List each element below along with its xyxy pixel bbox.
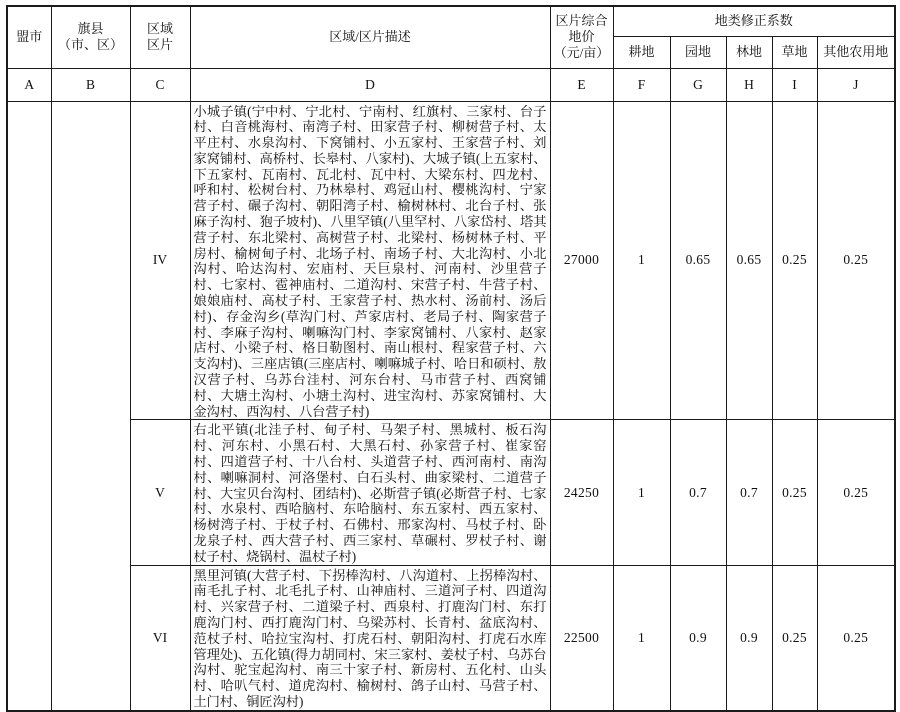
col-letter-c: C xyxy=(130,68,190,101)
land-price-table xyxy=(6,5,896,712)
cell-price: 22500 xyxy=(550,565,613,711)
cell-league-city-empty xyxy=(7,101,51,711)
cell-farmland-coeff: 1 xyxy=(613,565,670,711)
cell-zone: VI xyxy=(130,565,190,711)
header-banner-county xyxy=(51,6,130,68)
header-garden: 园地 xyxy=(670,36,726,68)
cell-zone-description: 小城子镇(宁中村、宁北村、宁南村、红旗村、三家村、台子村、白音桃海村、南湾子村、田家营子村、柳树营子村、太平庄村、水泉沟村、下窝铺村、小五家村、王家营子村、刘家窝铺村、高桥村、长皋村、八家村)、大城子镇(上五家村、下五家村、瓦南村、瓦北村、瓦中村、大梁东村、四龙村、呼和村、松树台村、乃林皋村、鸡冠山村、樱桃沟村、宁家营子村、碾子沟村、朝阳湾子村、榆树林村、北台子村、张麻子沟村、狍子坡村)、八里罕镇(八里罕村、八家岱村、塔其营子村、东北梁村、高树营子村、北梁村、杨树林子村、平房村、榆树甸子村、北场子村、南场子村、大北沟村、小北沟村、哈达沟村、宏庙村、天巨泉村、河南村、沙里营子村、七家村、雹神庙村、二道沟村、宋营子村、牛营子村、娘娘庙村、高杖子村、王家营子村、热水村、汤前村、汤后村)、存金沟乡(草沟门村、芦家店村、老局子村、陶家营子村、李麻子沟村、喇嘛沟门村、李家窝铺村、八家村、赵家店村、小梁子村、格日勒图村、南山根村、程家营子村、六支沟村)、三座店镇(三座店村、喇嘛城子村、哈日和硕村、敖汉营子村、乌苏台洼村、河东台村、马市营子村、西窝铺村、大塘土沟村、小塘土沟村、进宝沟村、苏家窝铺村、大金沟村、西沟村、八台营子村) xyxy=(190,101,550,420)
cell-farmland-coeff: 1 xyxy=(613,101,670,420)
cell-garden-coeff: 0.65 xyxy=(670,101,726,420)
cell-zone-description: 黑里河镇(大营子村、下拐棒沟村、八沟道村、上拐棒沟村、南毛扎子村、北毛扎子村、山神庙村、三道河子村、四道沟村、兴家营子村、二道梁子村、西泉村、打鹿沟门村、东打鹿沟门村、西打鹿沟门村、乌梁苏村、长青村、盆底沟村、范杖子村、哈拉宝沟村、打虎石村、朝阳沟村、打虎石水库管理处)、五化镇(得力胡同村、宋三家村、姜杖子村、乌苏台沟村、驼宝起沟村、南三十家子村、新房村、五化村、山头村、哈叭气村、道虎沟村、榆树村、鸽子山村、马营子村、土门村、铜匠沟村) xyxy=(190,565,550,711)
header-forest: 林地 xyxy=(726,36,772,68)
col-letter-j: J xyxy=(817,68,895,101)
col-letter-i: I xyxy=(772,68,817,101)
cell-forest-coeff: 0.7 xyxy=(726,420,772,565)
col-letter-g: G xyxy=(670,68,726,101)
cell-zone: IV xyxy=(130,101,190,420)
table-row xyxy=(7,101,895,420)
cell-other-coeff: 0.25 xyxy=(817,101,895,420)
col-letter-f: F xyxy=(613,68,670,101)
header-banner-county-line1: 旗县 xyxy=(77,21,104,37)
header-zone-line2: 区片 xyxy=(146,37,173,53)
header-league-city: 盟市 xyxy=(7,6,51,68)
cell-grass-coeff: 0.25 xyxy=(772,101,817,420)
cell-price: 27000 xyxy=(550,101,613,420)
cell-garden-coeff: 0.7 xyxy=(670,420,726,565)
cell-price: 24250 xyxy=(550,420,613,565)
col-letter-a: A xyxy=(7,68,51,101)
header-row xyxy=(7,6,895,36)
header-price-line2: 地价 xyxy=(568,29,595,45)
col-letter-e: E xyxy=(550,68,613,101)
cell-forest-coeff: 0.9 xyxy=(726,565,772,711)
cell-other-coeff: 0.25 xyxy=(817,565,895,711)
header-grass: 草地 xyxy=(772,36,817,68)
header-price xyxy=(550,6,613,68)
cell-forest-coeff: 0.65 xyxy=(726,101,772,420)
header-farmland: 耕地 xyxy=(613,36,670,68)
cell-grass-coeff: 0.25 xyxy=(772,565,817,711)
column-letter-row xyxy=(7,68,895,101)
table-row xyxy=(7,420,895,565)
header-zone-line1: 区域 xyxy=(146,21,173,37)
cell-other-coeff: 0.25 xyxy=(817,420,895,565)
col-letter-d: D xyxy=(190,68,550,101)
col-letter-b: B xyxy=(51,68,130,101)
header-zone xyxy=(130,6,190,68)
header-price-line1: 区片综合 xyxy=(555,13,608,29)
header-other-agri: 其他农用地 xyxy=(817,36,895,68)
cell-grass-coeff: 0.25 xyxy=(772,420,817,565)
col-letter-h: H xyxy=(726,68,772,101)
header-description: 区域/区片描述 xyxy=(190,6,550,68)
header-banner-county-line2: （市、区） xyxy=(57,37,123,53)
cell-zone-description: 右北平镇(北洼子村、甸子村、马架子村、黑城村、板石沟村、河东村、小黑石村、大黑石村、孙家营子村、崔家窑村、四道营子村、十八台村、头道营子村、西河南村、南沟村、喇嘛洞村、河洛堡村、白石头村、曲家梁村、二道营子村、大宝贝台沟村、团结村)、必斯营子镇(必斯营子村、七家村、水泉村、西哈脑村、东哈脑村、东五家村、西五家村、杨树湾子村、于杖子村、石佛村、邢家沟村、马杖子村、卧龙泉子村、西大营子村、西三家村、草碾村、罗杖子村、谢杖子村、烧锅村、温杖子村) xyxy=(190,420,550,565)
cell-farmland-coeff: 1 xyxy=(613,420,670,565)
cell-banner-county-empty xyxy=(51,101,130,711)
cell-garden-coeff: 0.9 xyxy=(670,565,726,711)
header-coefficient-group: 地类修正系数 xyxy=(613,6,895,36)
cell-zone: V xyxy=(130,420,190,565)
table-row xyxy=(7,565,895,711)
header-price-line3: （元/亩） xyxy=(553,45,610,61)
